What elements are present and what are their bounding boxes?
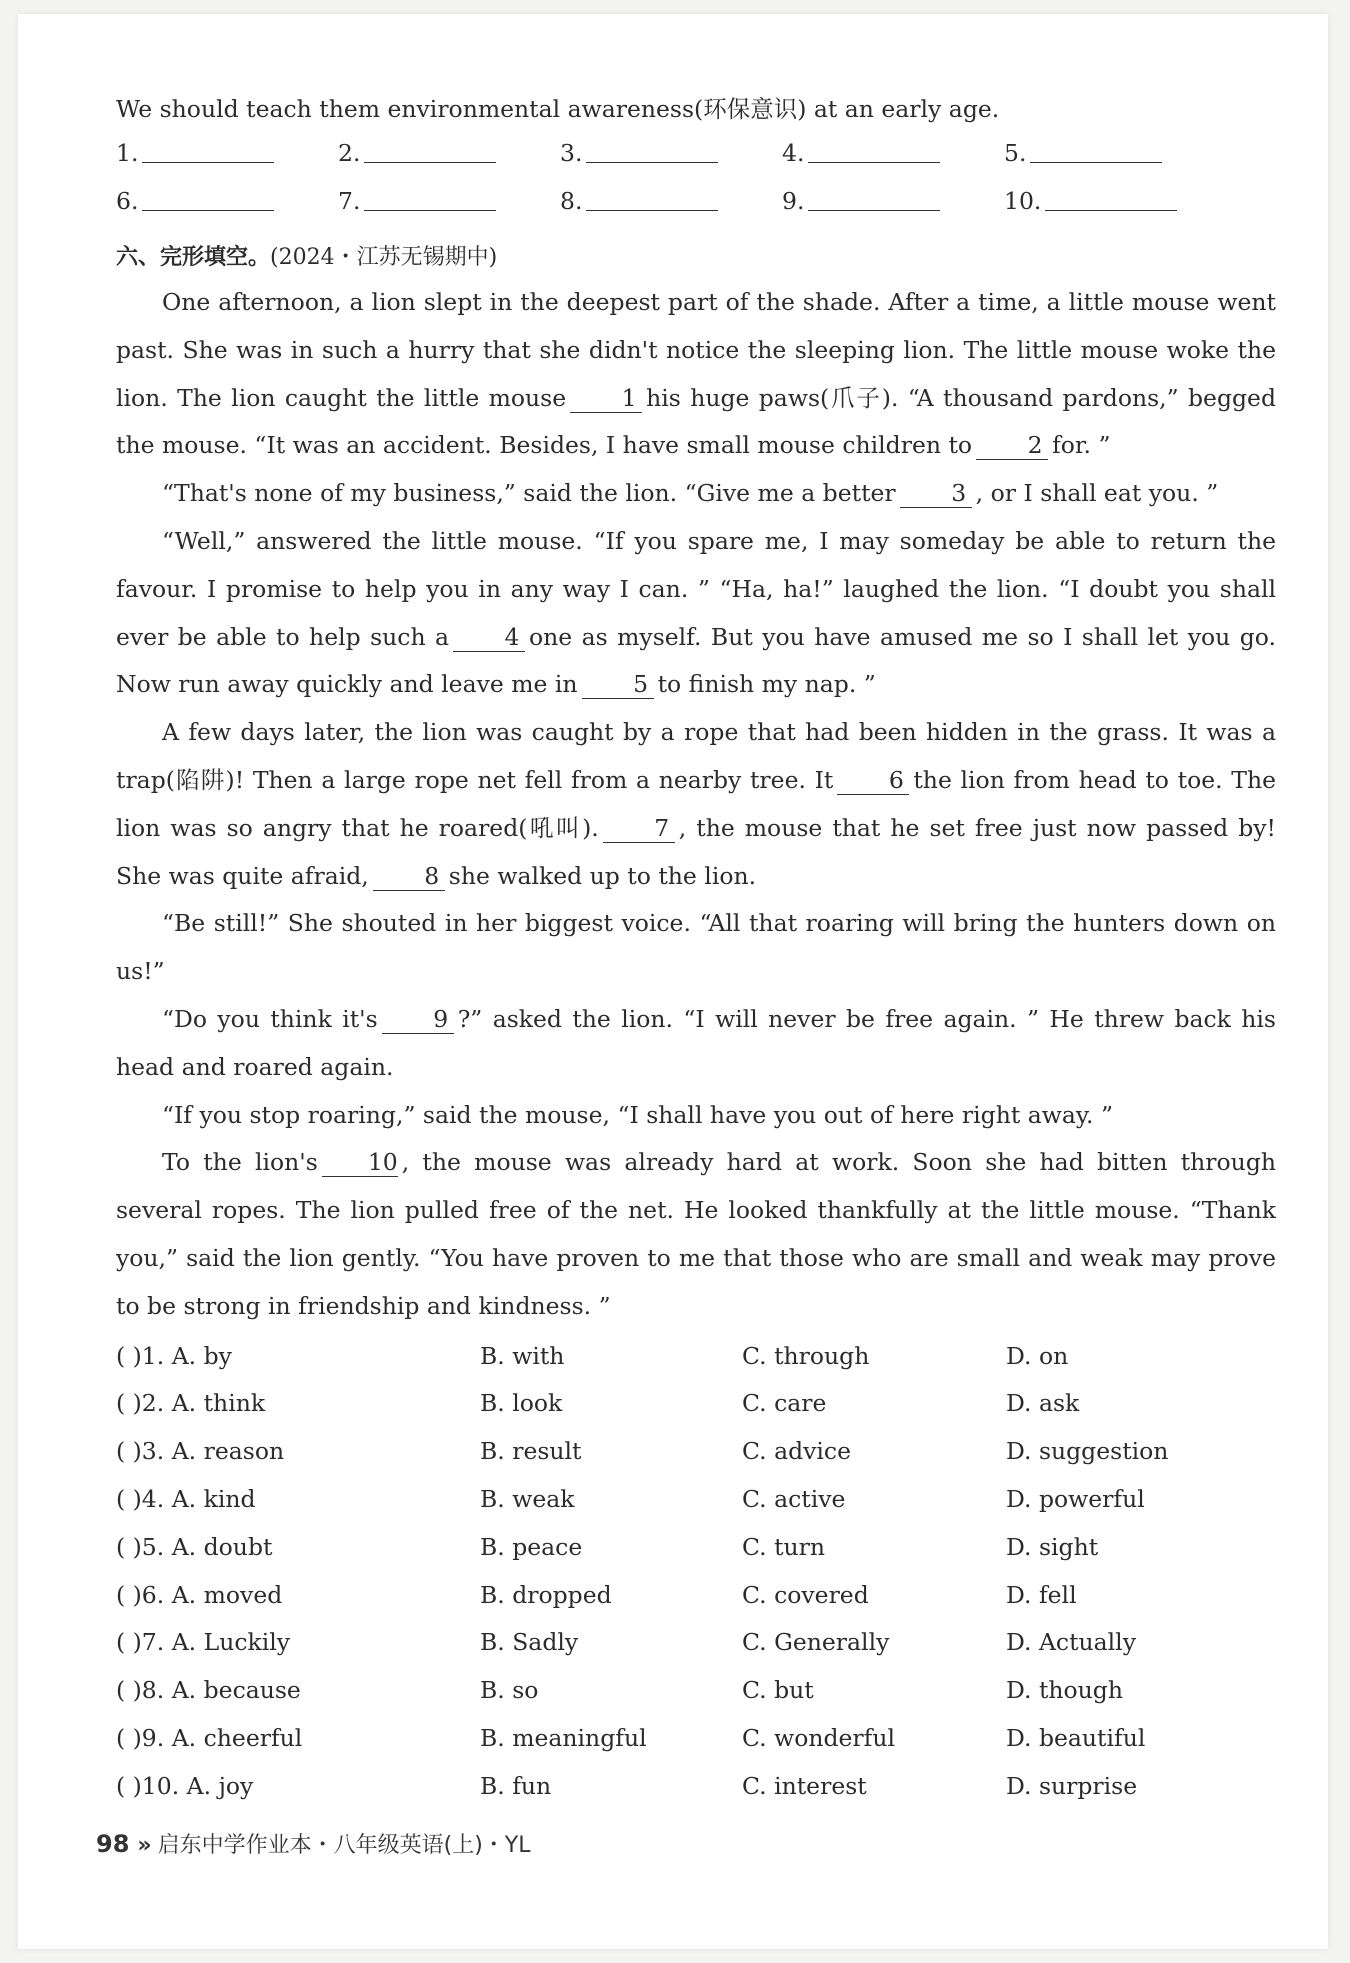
question-number-and-option-a — [116, 1763, 253, 1811]
passage-paragraph — [116, 1139, 1276, 1330]
options-list — [116, 1333, 1276, 1811]
answer-blanks-row-1 — [116, 138, 1276, 186]
option-b: B. dropped — [480, 1580, 612, 1609]
answer-blank[interactable] — [116, 186, 274, 215]
option-d: D. sight — [1006, 1532, 1099, 1561]
question-number[interactable]: ( )7. — [116, 1628, 165, 1657]
option-c: C. interest — [742, 1771, 867, 1800]
option-a: A. joy — [179, 1771, 254, 1800]
option-b: B. result — [480, 1437, 582, 1466]
blank-number: 9. — [782, 187, 805, 215]
question-row — [116, 1763, 1276, 1811]
option-d: D. ask — [1006, 1389, 1080, 1418]
question-number-and-option-a — [116, 1380, 265, 1428]
option-d: D. powerful — [1006, 1484, 1145, 1513]
option-a: A. think — [164, 1389, 266, 1418]
passage-text: one as myself. But you have amused me so I shall let you go. Now run away quickly and leave me in — [116, 622, 1276, 699]
answer-blank[interactable] — [782, 138, 940, 167]
question-row — [116, 1476, 1276, 1524]
question-number[interactable]: ( )5. — [116, 1532, 165, 1561]
intro-line: We should teach them environmental awareness(环保意识) at an early age. — [116, 95, 1000, 123]
answer-blank[interactable] — [560, 186, 718, 215]
option-d: D. fell — [1006, 1580, 1077, 1609]
passage-text: for. ” — [1052, 431, 1111, 460]
passage-text: , the mouse that he set free just now passed by! She was quite afraid, — [116, 813, 1276, 890]
option-c: C. advice — [742, 1437, 851, 1466]
question-number[interactable]: ( )8. — [116, 1676, 165, 1705]
answer-blank[interactable] — [560, 138, 718, 167]
option-a: A. cheerful — [164, 1723, 303, 1752]
blank-number: 2. — [338, 139, 361, 167]
option-b: B. look — [480, 1389, 563, 1418]
question-number[interactable]: ( )2. — [116, 1389, 165, 1418]
book-title: 启东中学作业本・八年级英语(上)・YL — [157, 1833, 531, 1858]
passage-text: , or I shall eat you. ” — [975, 479, 1219, 508]
blank-number: 7. — [338, 187, 361, 215]
question-number-and-option-a — [116, 1715, 302, 1763]
question-number[interactable]: ( )9. — [116, 1723, 165, 1752]
passage-text: ?” asked the lion. “I will never be free again. ” He threw back his head and roared again. — [116, 1004, 1276, 1081]
option-c: C. wonderful — [742, 1723, 896, 1752]
passage-text: To the lion's — [162, 1148, 318, 1177]
blank-number: 8. — [560, 187, 583, 215]
section-heading — [116, 240, 1276, 271]
passage-text: One afternoon, a lion slept in the deepest part of the shade. After a time, a little mouse went past. She was in such a hurry that she didn't notice the sleeping lion. The little mouse woke the lion. The lion caught the little mouse — [116, 288, 1276, 412]
option-a: A. reason — [164, 1437, 285, 1466]
blank-number: 10. — [1004, 187, 1042, 215]
option-b: B. peace — [480, 1532, 583, 1561]
option-c: C. active — [742, 1484, 846, 1513]
answer-blank[interactable] — [1004, 138, 1162, 167]
passage-paragraph — [116, 709, 1276, 900]
blank-number: 5. — [1004, 139, 1027, 167]
cloze-gap[interactable]: 9 — [382, 1005, 454, 1034]
option-c: C. turn — [742, 1532, 826, 1561]
answer-blank[interactable] — [782, 186, 940, 215]
answer-blank[interactable] — [338, 138, 496, 167]
question-number[interactable]: ( )1. — [116, 1341, 165, 1370]
question-number[interactable]: ( )10. — [116, 1771, 180, 1800]
passage-text: she walked up to the lion. — [448, 861, 757, 890]
question-row — [116, 1572, 1276, 1620]
question-row — [116, 1715, 1276, 1763]
option-d: D. beautiful — [1006, 1723, 1146, 1752]
passage-text: “Do you think it's — [162, 1004, 378, 1033]
double-chevron-icon: » — [137, 1833, 152, 1858]
option-a: A. by — [164, 1341, 232, 1370]
question-row — [116, 1428, 1276, 1476]
cloze-gap[interactable]: 7 — [603, 814, 675, 843]
passage-paragraph — [116, 279, 1276, 470]
section-title: 六、完形填空。 — [116, 245, 271, 270]
answer-blank[interactable] — [116, 138, 274, 167]
option-b: B. weak — [480, 1484, 575, 1513]
blank-number: 1. — [116, 139, 139, 167]
page-number: 98 — [96, 1830, 130, 1858]
passage-text: to finish my nap. ” — [657, 670, 876, 699]
option-d: D. Actually — [1006, 1628, 1136, 1657]
question-number-and-option-a — [116, 1476, 256, 1524]
question-number[interactable]: ( )4. — [116, 1484, 165, 1513]
answer-blank[interactable] — [1004, 186, 1177, 215]
question-number-and-option-a — [116, 1428, 284, 1476]
option-c: C. through — [742, 1341, 870, 1370]
question-number-and-option-a — [116, 1333, 232, 1381]
cloze-gap[interactable]: 10 — [322, 1148, 398, 1177]
option-a: A. moved — [164, 1580, 283, 1609]
document-page — [18, 14, 1328, 1949]
passage-paragraph — [116, 996, 1276, 1092]
question-number-and-option-a — [116, 1524, 272, 1572]
option-a: A. kind — [164, 1484, 256, 1513]
option-b: B. with — [480, 1341, 565, 1370]
passage-paragraph — [116, 518, 1276, 709]
option-a: A. because — [164, 1676, 301, 1705]
blank-number: 6. — [116, 187, 139, 215]
passage-text: “That's none of my business,” said the lion. “Give me a better — [162, 479, 896, 508]
option-c: C. Generally — [742, 1628, 890, 1657]
question-number-and-option-a — [116, 1667, 301, 1715]
option-d: D. though — [1006, 1676, 1123, 1705]
option-d: D. on — [1006, 1341, 1069, 1370]
answer-blank[interactable] — [338, 186, 496, 215]
option-b: B. meaningful — [480, 1723, 647, 1752]
question-row — [116, 1667, 1276, 1715]
page-content — [116, 94, 1276, 1811]
passage-text: “If you stop roaring,” said the mouse, “I shall have you out of here right away. ” — [162, 1100, 1114, 1129]
option-b: B. so — [480, 1676, 539, 1705]
option-c: C. but — [742, 1676, 814, 1705]
question-row — [116, 1333, 1276, 1381]
question-number[interactable]: ( )3. — [116, 1437, 165, 1466]
section-source: (2024・江苏无锡期中) — [270, 245, 498, 270]
question-row — [116, 1619, 1276, 1667]
cloze-gap[interactable]: 2 — [976, 431, 1048, 460]
option-a: A. doubt — [164, 1532, 273, 1561]
passage-text: A few days later, the lion was caught by a rope that had been hidden in the grass. It was a trap(陷阱)! Then a large rope net fell from a nearby tree. It — [116, 718, 1276, 794]
passage-text: , the mouse was already hard at work. Soon she had bitten through several ropes. The lion pulled free of the net. He looked thankfully at the little mouse. “Thank you,” said the lion gently. “You have proven to me that those who are small and weak may prove to be strong in friendship and kindness. ” — [116, 1148, 1276, 1320]
passage-text: his huge paws(爪子). “A thousand pardons,” begged the mouse. “It was an accident. Besides, I have small mouse children to — [116, 383, 1276, 460]
passage-text: “Well,” answered the little mouse. “If you spare me, I may someday be able to return the favour. I promise to help you in any way I can. ” “Ha, ha!” laughed the lion. “I doubt you shall ever be able to help such a — [116, 526, 1276, 651]
option-d: D. surprise — [1006, 1771, 1138, 1800]
blank-number: 4. — [782, 139, 805, 167]
passage-text: “Be still!” She shouted in her biggest voice. “All that roaring will bring the hunters down on us!” — [116, 909, 1276, 986]
page-footer — [96, 1828, 531, 1859]
option-b: B. fun — [480, 1771, 552, 1800]
option-c: C. care — [742, 1389, 827, 1418]
cloze-passage — [116, 279, 1276, 1331]
question-number-and-option-a — [116, 1619, 290, 1667]
passage-paragraph — [116, 1092, 1276, 1140]
cloze-gap[interactable]: 4 — [453, 623, 525, 652]
blank-number: 3. — [560, 139, 583, 167]
option-d: D. suggestion — [1006, 1437, 1169, 1466]
passage-text: the lion from head to toe. The lion was so angry that he roared(吼叫). — [116, 765, 1276, 842]
cloze-gap[interactable]: 5 — [582, 670, 654, 699]
cloze-gap[interactable]: 3 — [900, 479, 972, 508]
cloze-gap[interactable]: 1 — [570, 384, 642, 413]
question-number-and-option-a — [116, 1572, 282, 1620]
passage-paragraph — [116, 900, 1276, 996]
passage-paragraph — [116, 470, 1276, 518]
option-b: B. Sadly — [480, 1628, 579, 1657]
question-number[interactable]: ( )6. — [116, 1580, 165, 1609]
cloze-gap[interactable]: 6 — [837, 766, 909, 795]
answer-blanks-row-2 — [116, 186, 1276, 234]
question-row — [116, 1380, 1276, 1428]
cloze-gap[interactable]: 8 — [373, 862, 445, 891]
option-c: C. covered — [742, 1580, 869, 1609]
question-row — [116, 1524, 1276, 1572]
option-a: A. Luckily — [164, 1628, 291, 1657]
